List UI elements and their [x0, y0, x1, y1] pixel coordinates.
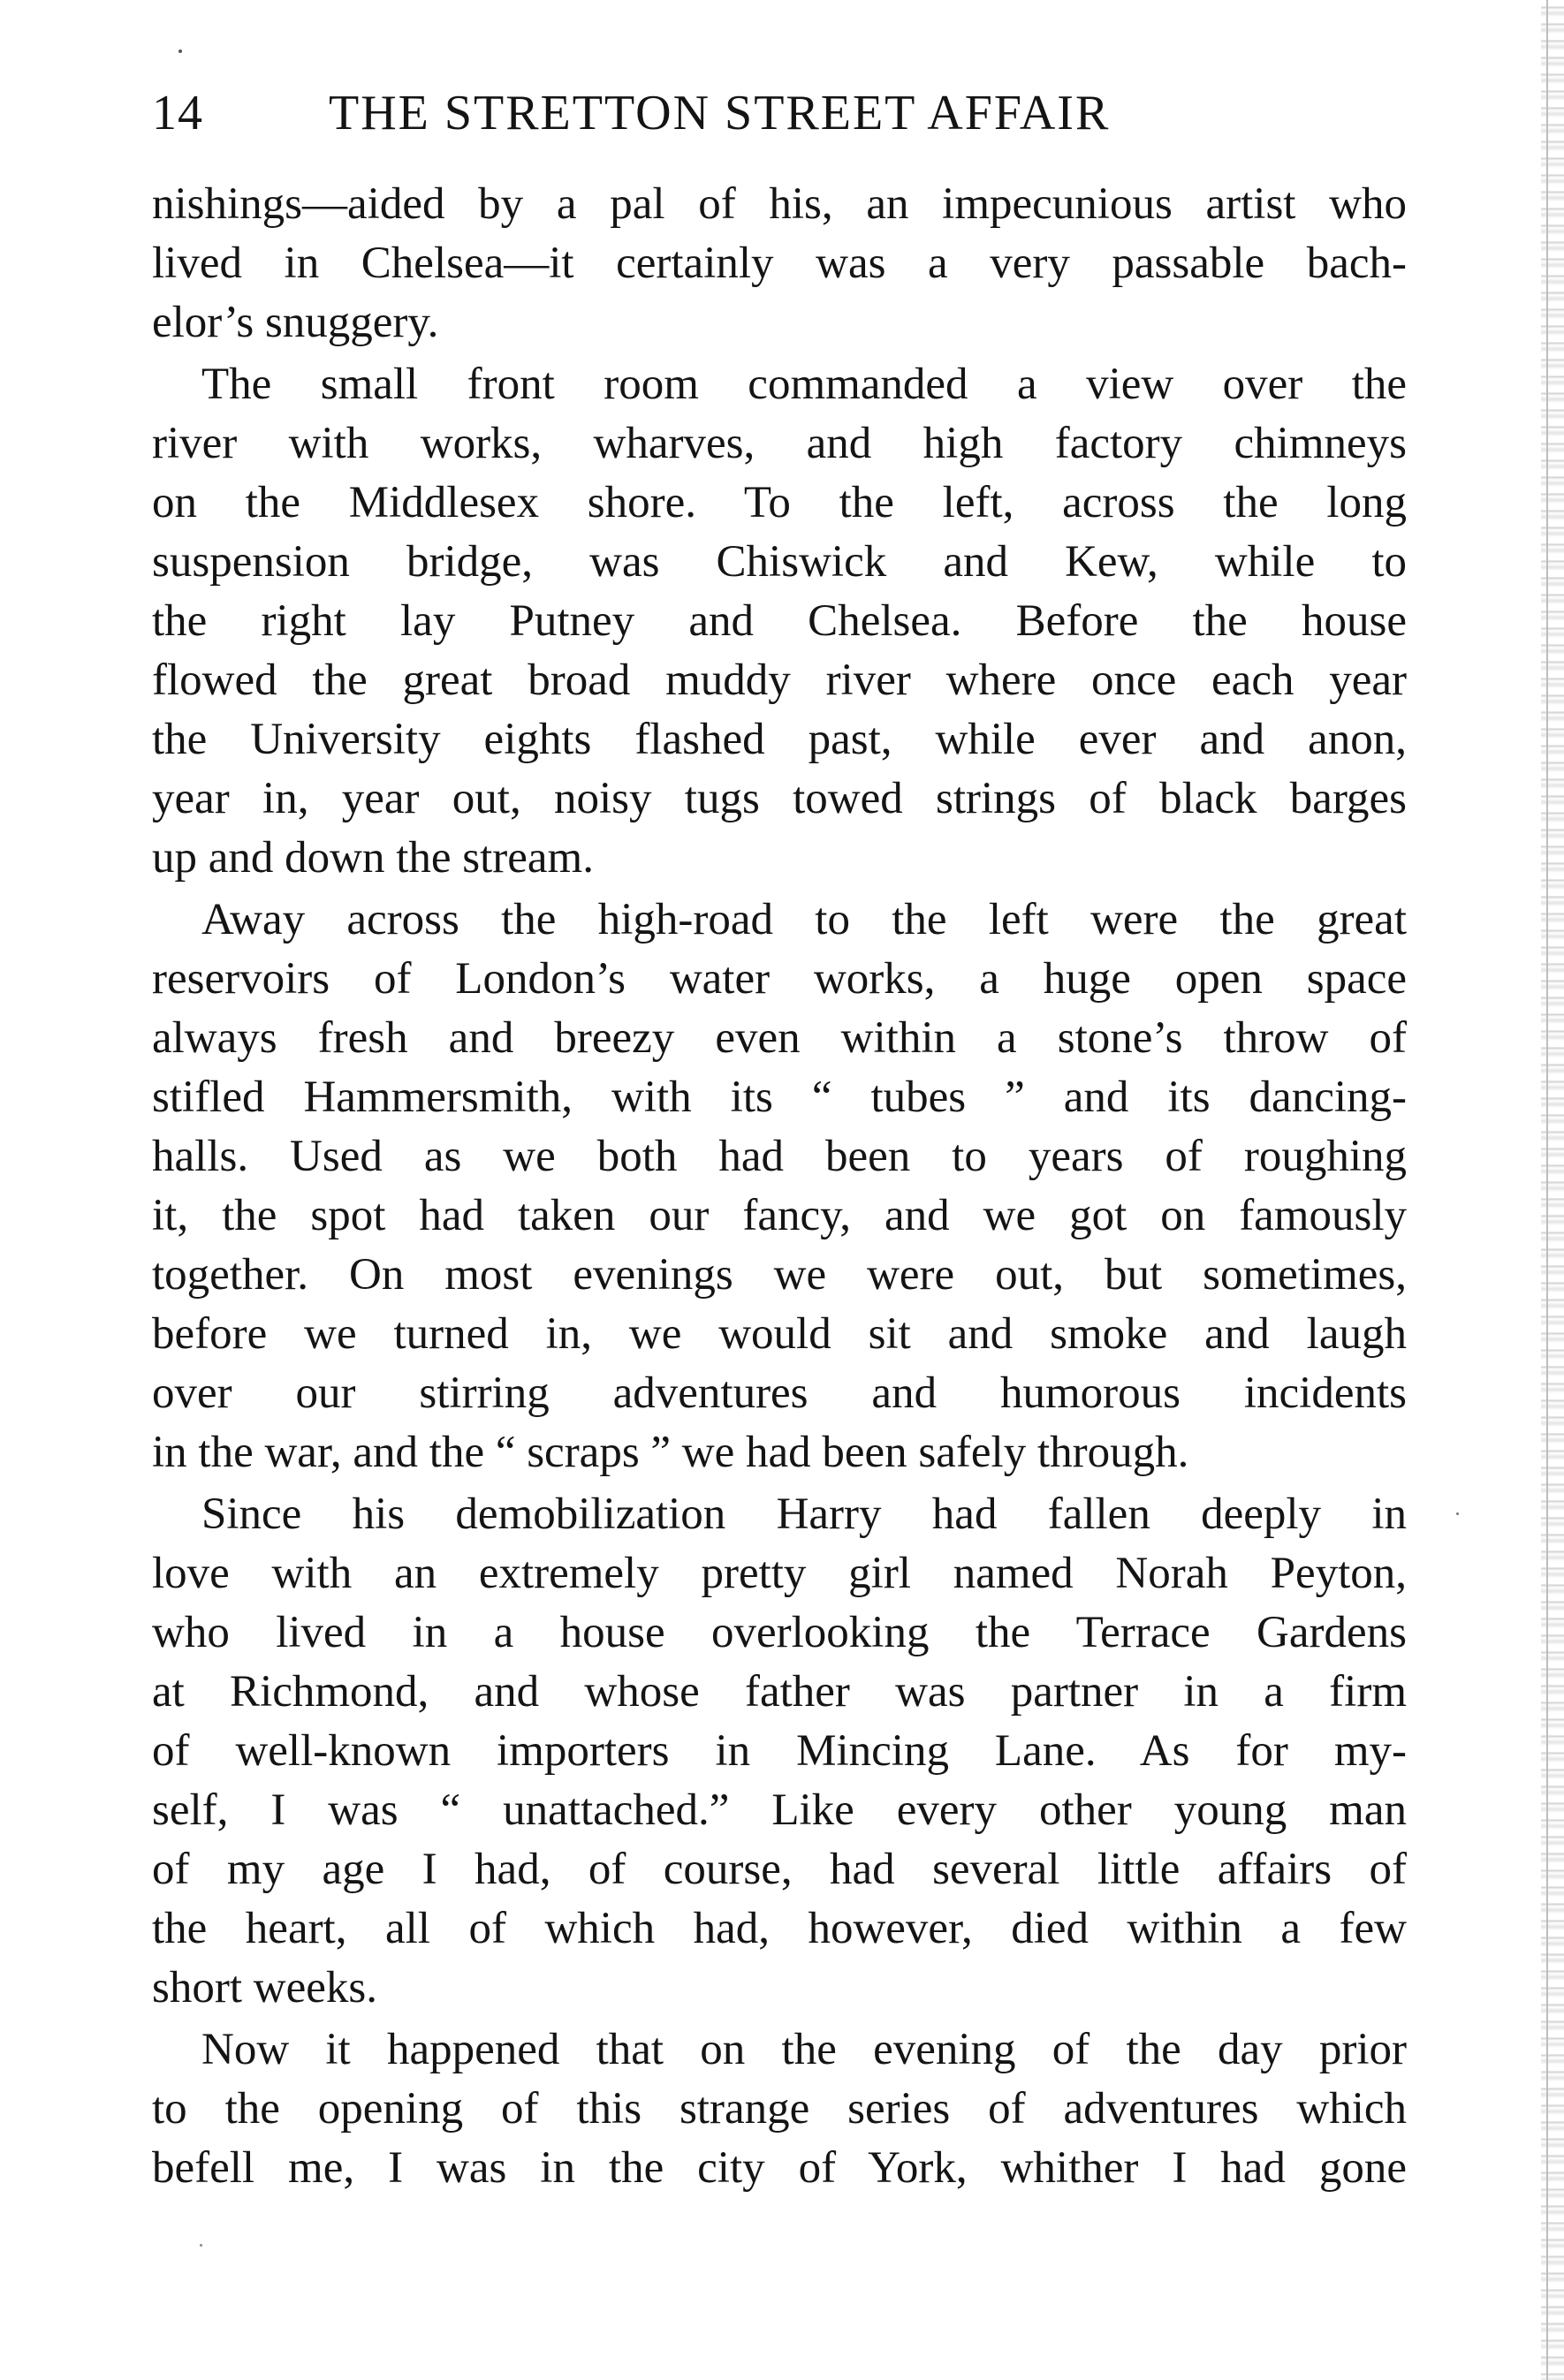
page-edge-rule: [1546, 0, 1548, 2380]
text-line: the right lay Putney and Chelsea. Before the house: [152, 596, 1407, 646]
text-line: Since his demobilization Harry had fallen deeply in: [201, 1489, 1407, 1539]
text-line: The small front room commanded a view over the: [201, 360, 1407, 409]
text-line: reservoirs of London’s water works, a huge open space: [152, 954, 1407, 1004]
text-line: year in, year out, noisy tugs towed strings of black barges: [152, 774, 1407, 823]
text-line: always fresh and breezy even within a stone’s throw of: [152, 1013, 1407, 1063]
text-line: before we turned in, we would sit and smoke and laugh: [152, 1309, 1407, 1359]
book-title: THE STRETTON STREET AFFAIR: [329, 86, 1111, 140]
text-line: befell me, I was in the city of York, whither I had gone: [152, 2143, 1407, 2193]
text-line: the University eights flashed past, while ever and anon,: [152, 715, 1407, 764]
print-speck: [200, 2244, 202, 2247]
paragraph: [152, 2020, 1407, 2198]
text-line: of well-known importers in Mincing Lane. As for my-: [152, 1726, 1407, 1776]
text-line: over our stirring adventures and humorous incidents: [152, 1368, 1407, 1418]
text-line: who lived in a house overlooking the Terrace Gardens: [152, 1608, 1407, 1657]
text-line: elor’s snuggery.: [152, 298, 439, 347]
page-edge-shadow: [1541, 0, 1564, 2380]
text-line: nishings—aided by a pal of his, an impecunious artist who: [152, 179, 1407, 229]
text-line: flowed the great broad muddy river where once each year: [152, 656, 1407, 705]
text-line: stifled Hammersmith, with its “ tubes ” and its dancing-: [152, 1073, 1407, 1122]
text-line: up and down the stream.: [152, 833, 594, 883]
text-line: it, the spot had taken our fancy, and we got on famously: [152, 1191, 1407, 1240]
text-line: river with works, wharves, and high factory chimneys: [152, 419, 1407, 468]
print-speck: [178, 49, 182, 53]
text-line: love with an extremely pretty girl named Norah Peyton,: [152, 1549, 1407, 1598]
text-line: in the war, and the “ scraps ” we had been safely through.: [152, 1428, 1189, 1477]
paragraph: [152, 1485, 1407, 2018]
text-line: of my age I had, of course, had several little affairs of: [152, 1845, 1407, 1894]
text-line: the heart, all of which had, however, died within a few: [152, 1904, 1407, 1953]
page-number: 14: [152, 86, 203, 140]
text-line: to the opening of this strange series of adventures which: [152, 2084, 1407, 2134]
paragraph: [152, 355, 1407, 888]
print-speck: [1456, 1512, 1459, 1515]
text-line: on the Middlesex shore. To the left, across the long: [152, 478, 1407, 527]
text-line: suspension bridge, was Chiswick and Kew, while to: [152, 537, 1407, 587]
text-line: short weeks.: [152, 1963, 377, 2012]
text-line: Away across the high-road to the left were the great: [201, 895, 1407, 944]
text-line: halls. Used as we both had been to years of roughing: [152, 1132, 1407, 1181]
text-line: Now it happened that on the evening of the day prior: [201, 2025, 1407, 2074]
text-line: lived in Chelsea—it certainly was a very passable bach-: [152, 239, 1407, 288]
text-line: together. On most evenings we were out, but sometimes,: [152, 1250, 1407, 1300]
paragraph: [152, 891, 1407, 1482]
paragraph: [152, 175, 1407, 352]
text-line: self, I was “ unattached.” Like every other young man: [152, 1785, 1407, 1835]
body-text: [152, 175, 1407, 2198]
text-line: at Richmond, and whose father was partner in a firm: [152, 1667, 1407, 1717]
running-head: [152, 85, 1407, 155]
